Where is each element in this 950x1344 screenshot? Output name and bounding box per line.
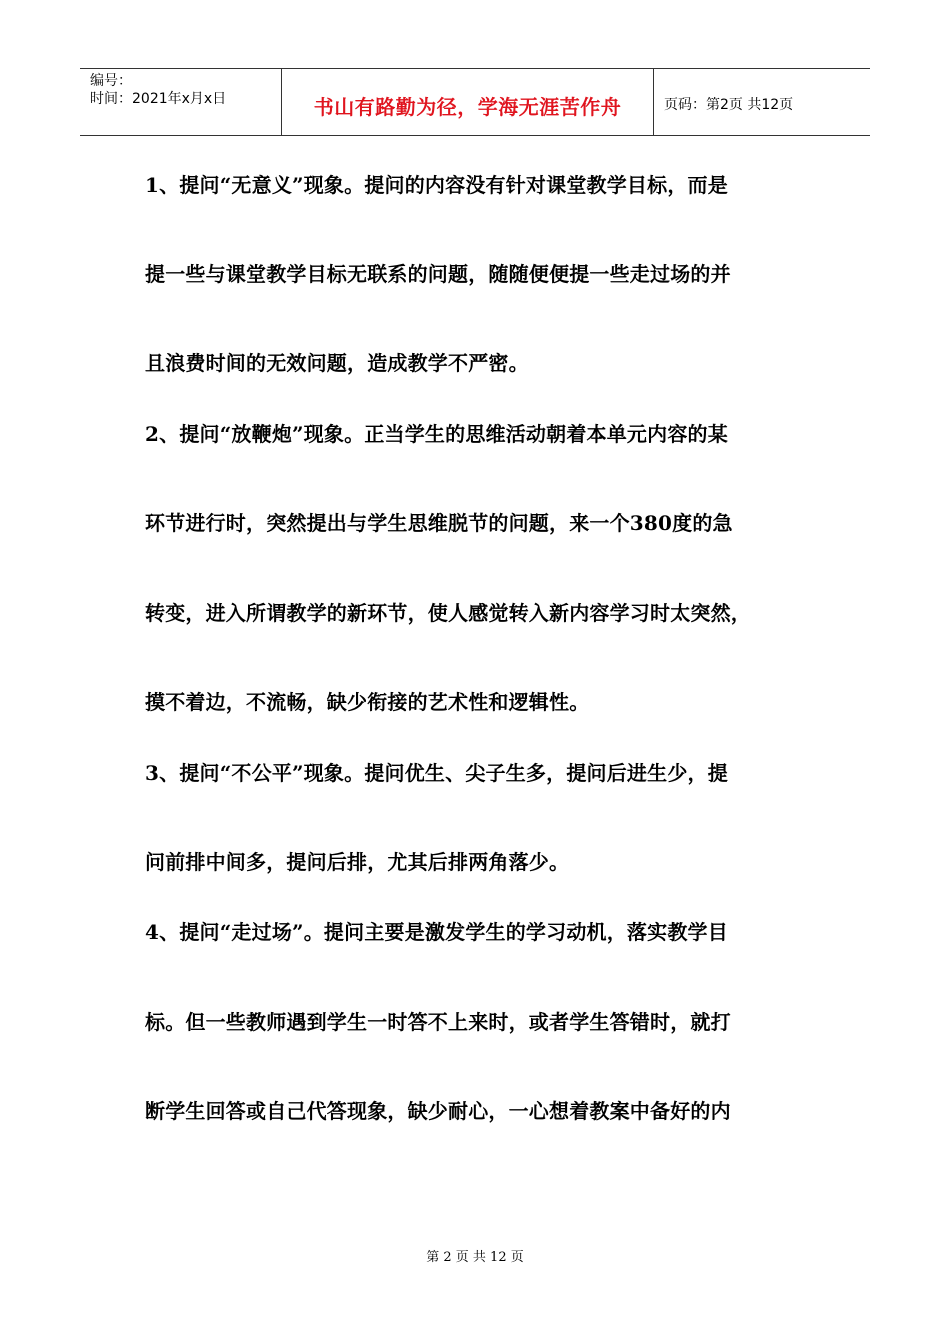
body-line: 且浪费时间的无效问题，造成教学不严密。 [145,351,529,375]
body-line: 提一些与课堂教学目标无联系的问题，随随便便提一些走过场的并 [145,262,731,286]
header-meta-cell [80,69,282,135]
header-page-info: 页码：第2页 共12页 [664,97,794,113]
body-line: 1、提问“无意义”现象。提问的内容没有针对课堂教学目标，而是 [145,173,728,197]
header-motto: 书山有路勤为径，学海无涯苦作舟 [282,69,654,135]
body-line: 标。但一些教师遇到学生一时答不上来时，或者学生答错时，就打 [145,1010,731,1034]
body-line: 问前排中间多，提问后排，尤其后排两角落少。 [145,850,570,874]
page-header [80,68,870,136]
body-line: 转变，进入所谓教学的新环节，使人感觉转入新内容学习时太突然， [145,601,751,625]
date-label: 时间：2021年x月x日 [90,91,227,107]
serial-number-label: 编号： [90,73,132,89]
page-footer: 第 2 页 共 12 页 [426,1250,524,1265]
body-line: 环节进行时，突然提出与学生思维脱节的问题，来一个380度的急 [145,511,733,535]
body-line: 摸不着边，不流畅，缺少衔接的艺术性和逻辑性。 [145,690,590,714]
body-line: 3、提问“不公平”现象。提问优生、尖子生多，提问后进生少，提 [145,761,728,785]
body-line: 2、提问“放鞭炮”现象。正当学生的思维活动朝着本单元内容的某 [145,422,728,446]
body-line: 断学生回答或自己代答现象，缺少耐心，一心想着教案中备好的内 [145,1099,731,1123]
body-line: 4、提问“走过场”。提问主要是激发学生的学习动机，落实教学目 [145,920,728,944]
